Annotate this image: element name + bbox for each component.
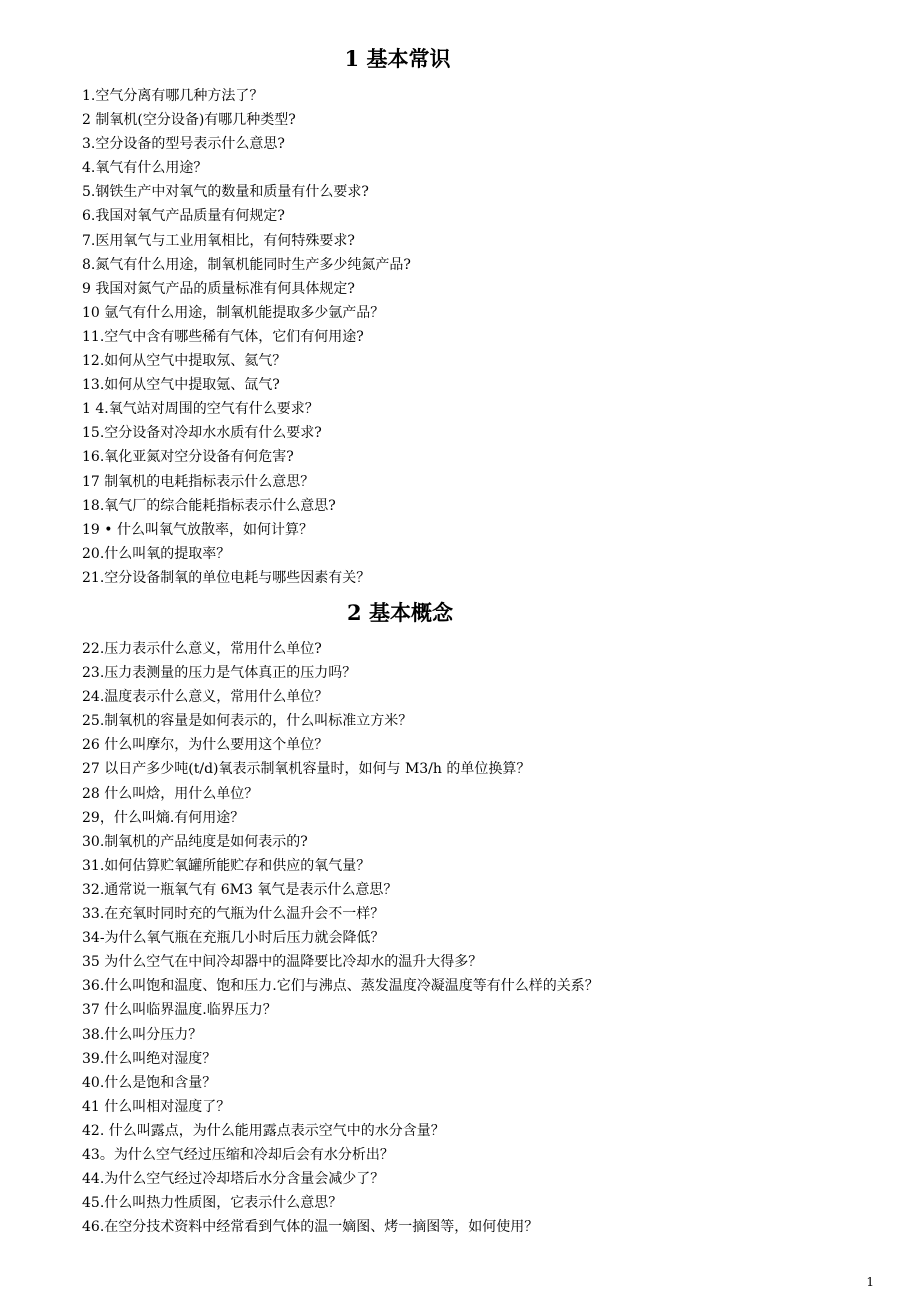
question-item: 44.为什么空气经过冷却塔后水分含量会减少了？ [82, 1171, 385, 1188]
question-item: 4.氧气有什么用途？ [82, 160, 208, 177]
section-title-basic-concepts: 2 基本概念 [347, 600, 453, 625]
question-item: 15.空分设备对冷却水水质有什么要求? [82, 425, 322, 442]
question-item: 17 制氧机的电耗指标表示什么意思？ [82, 473, 315, 490]
question-item: 26 什么叫摩尔，为什么要用这个单位？ [82, 737, 329, 754]
question-item: 36.什么叫饱和温度、饱和压力.它们与沸点、蒸发温度冷凝温度等有什么样的关系？ [82, 978, 599, 995]
question-item: 23.压力表测量的压力是气体真正的压力吗？ [82, 665, 357, 682]
question-item: 6.我国对氧气产品质量有何规定? [82, 208, 285, 225]
question-item: 1.空气分离有哪几种方法了？ [82, 88, 264, 104]
question-item: 20.什么叫氧的提取率？ [82, 545, 231, 562]
question-item: 28 什么叫焓，用什么单位？ [82, 785, 259, 802]
question-item: 25.制氧机的容量是如何表示的，什么叫标准立方米？ [82, 713, 413, 730]
question-item: 30.制氧机的产品纯度是如何表示的? [82, 833, 308, 850]
question-item: 19 • 什么叫氧气放散率，如何计算？ [82, 521, 313, 538]
question-item: 22.压力表示什么意义，常用什么单位? [82, 641, 322, 657]
question-item: 37 什么叫临界温度.临界压力？ [82, 1002, 277, 1019]
question-item: 12.如何从空气中提取氖、氦气？ [82, 353, 287, 370]
question-item: 39.什么叫绝对湿度？ [82, 1050, 217, 1067]
question-item: 2 制氧机(空分设备)有哪几种类型? [82, 112, 296, 129]
question-item: 38.什么叫分压力？ [82, 1026, 203, 1043]
question-list-basic-concepts [82, 637, 599, 1239]
question-item: 27 以日产多少吨(t/d)氧表示制氧机容量时，如何与 M3/h 的单位换算？ [82, 761, 531, 778]
question-item: 5.钢铁生产中对氧气的数量和质量有什么要求? [82, 184, 369, 201]
page-number: 1 [866, 1275, 874, 1289]
question-item: 41 什么叫相对湿度了？ [82, 1098, 231, 1115]
question-item: 43。为什么空气经过压缩和冷却后会有水分析出？ [82, 1146, 394, 1163]
question-item: 24.温度表示什么意义，常用什么单位？ [82, 689, 329, 706]
question-item: 13.如何从空气中提取氪、氙气? [82, 377, 280, 394]
question-item: 21.空分设备制氧的单位电耗与哪些因素有关？ [82, 569, 371, 586]
question-item: 1 4.氧气站对周围的空气有什么要求？ [82, 401, 319, 418]
question-item: 32.通常说一瓶氧气有 6M3 氧气是表示什么意思？ [82, 881, 398, 898]
question-item: 3.空分设备的型号表示什么意思? [82, 136, 285, 153]
question-item: 42. 什么叫露点，为什么能用露点表示空气中的水分含量？ [82, 1122, 445, 1139]
question-item: 35 为什么空气在中间冷却器中的温降要比冷却水的温升大得多？ [82, 954, 483, 971]
question-item: 9 我国对氮气产品的质量标准有何具体规定? [82, 280, 355, 297]
question-item: 8.氮气有什么用途，制氧机能同时生产多少纯氮产品? [82, 256, 411, 273]
question-item: 29，什么叫熵.有何用途？ [82, 809, 245, 826]
question-item: 45.什么叫热力性质图，它表示什么意思？ [82, 1195, 343, 1212]
question-item: 7.医用氧气与工业用氧相比，有何特殊要求? [82, 232, 355, 249]
question-item: 40.什么是饱和含量？ [82, 1074, 217, 1091]
question-item: 46.在空分技术资料中经常看到气体的温一嫡图、烤一摘图等，如何使用？ [82, 1219, 539, 1236]
question-item: 34-为什么氧气瓶在充瓶几小时后压力就会降低？ [82, 930, 385, 947]
question-item: 10 氩气有什么用途，制氧机能提取多少氩产品？ [82, 304, 385, 321]
question-item: 16.氧化亚氮对空分设备有何危害? [82, 449, 294, 466]
section-title-basic-knowledge: 1 基本常识 [344, 46, 451, 71]
question-item: 31.如何估算贮氧罐所能贮存和供应的氧气量？ [82, 857, 371, 874]
question-item: 11.空气中含有哪些稀有气体，它们有何用途? [82, 328, 364, 345]
question-item: 18.氧气厂的综合能耗指标表示什么意思? [82, 497, 336, 514]
question-item: 33.在充氧时同时充的气瓶为什么温升会不一样？ [82, 906, 385, 923]
question-list-basic-knowledge [82, 84, 411, 590]
